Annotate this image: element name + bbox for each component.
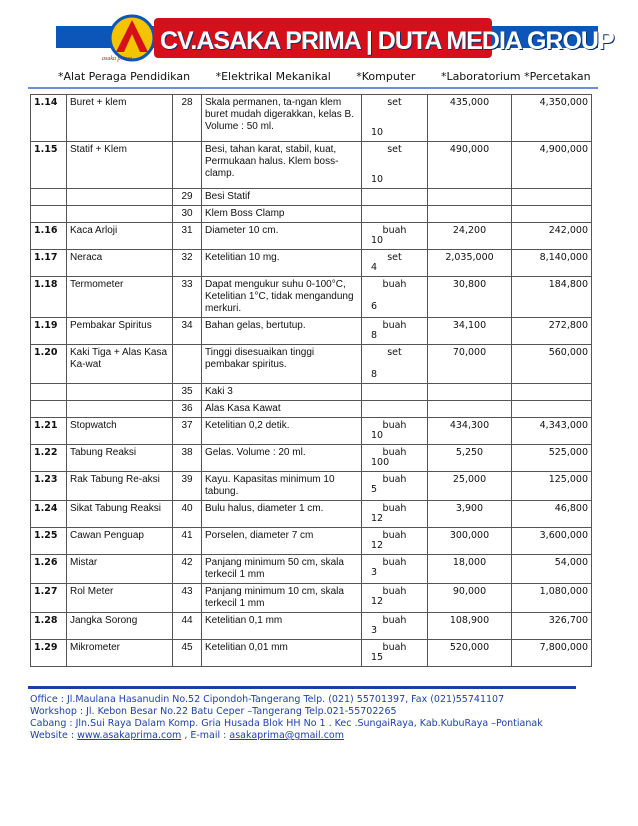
item-total bbox=[512, 189, 592, 206]
item-price bbox=[428, 384, 512, 401]
item-qty-cell bbox=[362, 345, 428, 384]
table-row bbox=[31, 206, 592, 223]
header-divider bbox=[28, 87, 598, 89]
item-spec: Panjang minimum 50 cm, skala terkecil 1 mm bbox=[202, 555, 362, 584]
item-qty-cell bbox=[362, 584, 428, 613]
item-index: 34 bbox=[173, 318, 202, 345]
item-number: 1.25 bbox=[31, 528, 67, 555]
item-number: 1.15 bbox=[31, 142, 67, 189]
table-row bbox=[31, 384, 592, 401]
item-index: 45 bbox=[173, 640, 202, 667]
item-total: 326,700 bbox=[512, 613, 592, 640]
item-number bbox=[31, 401, 67, 418]
items-table bbox=[30, 94, 592, 667]
item-price: 70,000 bbox=[428, 345, 512, 384]
item-quantity: 3 bbox=[371, 567, 378, 578]
item-qty-cell bbox=[362, 528, 428, 555]
item-name: Statif + Klem bbox=[67, 142, 173, 189]
item-number: 1.27 bbox=[31, 584, 67, 613]
item-total: 525,000 bbox=[512, 445, 592, 472]
item-spec: Ketelitian 10 mg. bbox=[202, 250, 362, 277]
item-spec: Ketelitian 0,1 mm bbox=[202, 613, 362, 640]
item-total: 184,800 bbox=[512, 277, 592, 318]
tagline bbox=[58, 70, 591, 83]
item-total: 4,343,000 bbox=[512, 418, 592, 445]
item-spec: Gelas. Volume : 20 ml. bbox=[202, 445, 362, 472]
item-total: 4,350,000 bbox=[512, 95, 592, 142]
item-index: 42 bbox=[173, 555, 202, 584]
table-row bbox=[31, 223, 592, 250]
item-spec: Ketelitian 0,2 detik. bbox=[202, 418, 362, 445]
item-index: 39 bbox=[173, 472, 202, 501]
item-unit: set bbox=[387, 347, 402, 358]
item-unit: buah bbox=[382, 642, 407, 653]
item-spec: Besi Statif bbox=[202, 189, 362, 206]
item-number: 1.21 bbox=[31, 418, 67, 445]
item-spec: Bulu halus, diameter 1 cm. bbox=[202, 501, 362, 528]
email-label: , E-mail : bbox=[181, 730, 230, 741]
item-price: 434,300 bbox=[428, 418, 512, 445]
item-spec: Kaki 3 bbox=[202, 384, 362, 401]
item-qty-cell bbox=[362, 142, 428, 189]
item-number bbox=[31, 384, 67, 401]
item-quantity: 10 bbox=[371, 235, 384, 246]
item-number: 1.19 bbox=[31, 318, 67, 345]
item-name bbox=[67, 189, 173, 206]
item-name: Jangka Sorong bbox=[67, 613, 173, 640]
item-total: 1,080,000 bbox=[512, 584, 592, 613]
item-unit: set bbox=[387, 144, 402, 155]
item-unit: buah bbox=[382, 225, 407, 236]
item-spec: Kayu. Kapasitas minimum 10 tabung. bbox=[202, 472, 362, 501]
item-index: 32 bbox=[173, 250, 202, 277]
item-index bbox=[173, 142, 202, 189]
tagline-item: *Elektrikal Mekanikal bbox=[215, 70, 331, 83]
item-spec: Diameter 10 cm. bbox=[202, 223, 362, 250]
item-name bbox=[67, 384, 173, 401]
item-unit: buah bbox=[382, 420, 407, 431]
item-unit: buah bbox=[382, 530, 407, 541]
item-quantity: 15 bbox=[371, 652, 384, 663]
item-name: Buret + klem bbox=[67, 95, 173, 142]
item-quantity: 10 bbox=[371, 430, 384, 441]
tagline-item: *Alat Peraga Pendidikan bbox=[58, 70, 191, 83]
item-number: 1.29 bbox=[31, 640, 67, 667]
item-price: 490,000 bbox=[428, 142, 512, 189]
item-index: 33 bbox=[173, 277, 202, 318]
item-index: 28 bbox=[173, 95, 202, 142]
table-row bbox=[31, 345, 592, 384]
item-total: 7,800,000 bbox=[512, 640, 592, 667]
item-quantity: 12 bbox=[371, 596, 384, 607]
website-label: Website : bbox=[30, 730, 78, 741]
item-price: 435,000 bbox=[428, 95, 512, 142]
item-total: 272,800 bbox=[512, 318, 592, 345]
item-number: 1.22 bbox=[31, 445, 67, 472]
item-price: 90,000 bbox=[428, 584, 512, 613]
item-qty-cell bbox=[362, 472, 428, 501]
item-number: 1.16 bbox=[31, 223, 67, 250]
table-row bbox=[31, 250, 592, 277]
item-unit: buah bbox=[382, 320, 407, 331]
item-qty-cell bbox=[362, 640, 428, 667]
item-spec: Besi, tahan karat, stabil, kuat, Permukaan halus. Klem boss-clamp. bbox=[202, 142, 362, 189]
item-price bbox=[428, 401, 512, 418]
table-row bbox=[31, 584, 592, 613]
tagline-item: *Laboratorium *Percetakan bbox=[440, 70, 591, 83]
item-spec: Panjang minimum 10 cm, skala terkecil 1 mm bbox=[202, 584, 362, 613]
table-row bbox=[31, 95, 592, 142]
item-number: 1.18 bbox=[31, 277, 67, 318]
item-qty-cell bbox=[362, 318, 428, 345]
item-number bbox=[31, 206, 67, 223]
item-quantity: 10 bbox=[371, 174, 384, 185]
table-row bbox=[31, 528, 592, 555]
item-unit: buah bbox=[382, 503, 407, 514]
table-row bbox=[31, 501, 592, 528]
item-unit: buah bbox=[382, 447, 407, 458]
item-index: 30 bbox=[173, 206, 202, 223]
item-spec: Bahan gelas, bertutup. bbox=[202, 318, 362, 345]
item-number: 1.28 bbox=[31, 613, 67, 640]
item-qty-cell bbox=[362, 445, 428, 472]
item-index: 40 bbox=[173, 501, 202, 528]
table-row bbox=[31, 277, 592, 318]
item-number: 1.20 bbox=[31, 345, 67, 384]
table-row bbox=[31, 418, 592, 445]
item-name: Neraca bbox=[67, 250, 173, 277]
item-total: 242,000 bbox=[512, 223, 592, 250]
item-total: 125,000 bbox=[512, 472, 592, 501]
item-total: 46,800 bbox=[512, 501, 592, 528]
item-quantity: 6 bbox=[371, 301, 378, 312]
letterhead bbox=[56, 18, 614, 66]
item-total bbox=[512, 384, 592, 401]
item-name: Mistar bbox=[67, 555, 173, 584]
table-row bbox=[31, 318, 592, 345]
item-price: 3,900 bbox=[428, 501, 512, 528]
item-spec: Ketelitian 0,01 mm bbox=[202, 640, 362, 667]
item-name: Cawan Penguap bbox=[67, 528, 173, 555]
item-total: 560,000 bbox=[512, 345, 592, 384]
website-link[interactable]: www.asakaprima.com bbox=[77, 730, 182, 741]
item-quantity: 8 bbox=[371, 369, 378, 380]
item-unit: buah bbox=[382, 557, 407, 568]
table-row bbox=[31, 555, 592, 584]
workshop-address: Workshop : Jl. Kebon Besar No.22 Batu Ceper –Tangerang Telp.021-55702265 bbox=[30, 706, 397, 717]
item-name: Kaki Tiga + Alas Kasa Ka-wat bbox=[67, 345, 173, 384]
item-qty-cell bbox=[362, 223, 428, 250]
table-row bbox=[31, 613, 592, 640]
item-name: Mikrometer bbox=[67, 640, 173, 667]
footer-divider bbox=[28, 686, 576, 689]
item-qty-cell bbox=[362, 250, 428, 277]
item-unit: set bbox=[387, 97, 402, 108]
item-qty-cell bbox=[362, 401, 428, 418]
item-number: 1.24 bbox=[31, 501, 67, 528]
item-name: Rol Meter bbox=[67, 584, 173, 613]
office-address: Office : Jl.Maulana Hasanudin No.52 Cipondoh-Tangerang Telp. (021) 55701397, Fax (021)55741107 bbox=[30, 694, 505, 705]
item-number: 1.23 bbox=[31, 472, 67, 501]
item-price: 5,250 bbox=[428, 445, 512, 472]
item-index: 35 bbox=[173, 384, 202, 401]
item-price: 34,100 bbox=[428, 318, 512, 345]
item-qty-cell bbox=[362, 206, 428, 223]
item-unit: buah bbox=[382, 279, 407, 290]
item-qty-cell bbox=[362, 95, 428, 142]
item-name bbox=[67, 401, 173, 418]
item-spec: Porselen, diameter 7 cm bbox=[202, 528, 362, 555]
email-link[interactable]: asakaprima@gmail.com bbox=[229, 730, 344, 741]
item-index: 31 bbox=[173, 223, 202, 250]
item-quantity: 10 bbox=[371, 127, 384, 138]
item-unit: buah bbox=[382, 586, 407, 597]
item-quantity: 12 bbox=[371, 540, 384, 551]
item-unit: set bbox=[387, 252, 402, 263]
item-unit: buah bbox=[382, 474, 407, 485]
item-index bbox=[173, 345, 202, 384]
item-name bbox=[67, 206, 173, 223]
item-total bbox=[512, 206, 592, 223]
item-quantity: 3 bbox=[371, 625, 378, 636]
item-spec: Klem Boss Clamp bbox=[202, 206, 362, 223]
item-spec: Dapat mengukur suhu 0-100°C, Ketelitian 1°C, tidak mengandung merkuri. bbox=[202, 277, 362, 318]
item-price: 24,200 bbox=[428, 223, 512, 250]
item-spec: Tinggi disesuaikan tinggi pembakar spiritus. bbox=[202, 345, 362, 384]
item-unit: buah bbox=[382, 615, 407, 626]
table-row bbox=[31, 142, 592, 189]
logo-caption: asaka prima bbox=[102, 56, 132, 62]
branch-address: Cabang : Jln.Sui Raya Dalam Komp. Gria Husada Blok HH No 1 . Kec .SungaiRaya, Kab.KubuRaya –Pontianak bbox=[30, 718, 543, 729]
item-index: 41 bbox=[173, 528, 202, 555]
table-row bbox=[31, 401, 592, 418]
item-name: Rak Tabung Re-aksi bbox=[67, 472, 173, 501]
item-index: 43 bbox=[173, 584, 202, 613]
item-name: Stopwatch bbox=[67, 418, 173, 445]
footer bbox=[30, 694, 543, 742]
item-price bbox=[428, 206, 512, 223]
item-quantity: 5 bbox=[371, 484, 378, 495]
item-price: 30,800 bbox=[428, 277, 512, 318]
item-quantity: 8 bbox=[371, 330, 378, 341]
item-spec: Skala permanen, ta-ngan klem buret mudah digerakkan, kelas B. Volume : 50 ml. bbox=[202, 95, 362, 142]
item-quantity: 4 bbox=[371, 262, 378, 273]
item-qty-cell bbox=[362, 501, 428, 528]
contact-line bbox=[30, 730, 543, 742]
item-name: Termometer bbox=[67, 277, 173, 318]
item-price: 2,035,000 bbox=[428, 250, 512, 277]
item-index: 44 bbox=[173, 613, 202, 640]
item-quantity: 100 bbox=[371, 457, 390, 468]
table-row bbox=[31, 189, 592, 206]
item-price: 25,000 bbox=[428, 472, 512, 501]
item-qty-cell bbox=[362, 384, 428, 401]
table-row bbox=[31, 445, 592, 472]
item-total bbox=[512, 401, 592, 418]
item-price bbox=[428, 189, 512, 206]
item-index: 36 bbox=[173, 401, 202, 418]
item-price: 520,000 bbox=[428, 640, 512, 667]
item-qty-cell bbox=[362, 555, 428, 584]
item-price: 300,000 bbox=[428, 528, 512, 555]
item-total: 3,600,000 bbox=[512, 528, 592, 555]
item-qty-cell bbox=[362, 189, 428, 206]
item-name: Tabung Reaksi bbox=[67, 445, 173, 472]
item-total: 8,140,000 bbox=[512, 250, 592, 277]
item-name: Sikat Tabung Reaksi bbox=[67, 501, 173, 528]
item-qty-cell bbox=[362, 418, 428, 445]
item-number: 1.26 bbox=[31, 555, 67, 584]
item-index: 29 bbox=[173, 189, 202, 206]
item-index: 37 bbox=[173, 418, 202, 445]
item-quantity: 12 bbox=[371, 513, 384, 524]
item-total: 4,900,000 bbox=[512, 142, 592, 189]
item-price: 108,900 bbox=[428, 613, 512, 640]
item-number: 1.17 bbox=[31, 250, 67, 277]
table-row bbox=[31, 640, 592, 667]
item-name: Kaca Arloji bbox=[67, 223, 173, 250]
item-index: 38 bbox=[173, 445, 202, 472]
item-qty-cell bbox=[362, 613, 428, 640]
table-row bbox=[31, 472, 592, 501]
item-price: 18,000 bbox=[428, 555, 512, 584]
item-name: Pembakar Spiritus bbox=[67, 318, 173, 345]
item-number bbox=[31, 189, 67, 206]
item-number: 1.14 bbox=[31, 95, 67, 142]
tagline-item: *Komputer bbox=[356, 70, 416, 83]
item-total: 54,000 bbox=[512, 555, 592, 584]
item-qty-cell bbox=[362, 277, 428, 318]
brand-name: CV.ASAKA PRIMA | DUTA MEDIA GROUP bbox=[160, 27, 614, 55]
item-spec: Alas Kasa Kawat bbox=[202, 401, 362, 418]
